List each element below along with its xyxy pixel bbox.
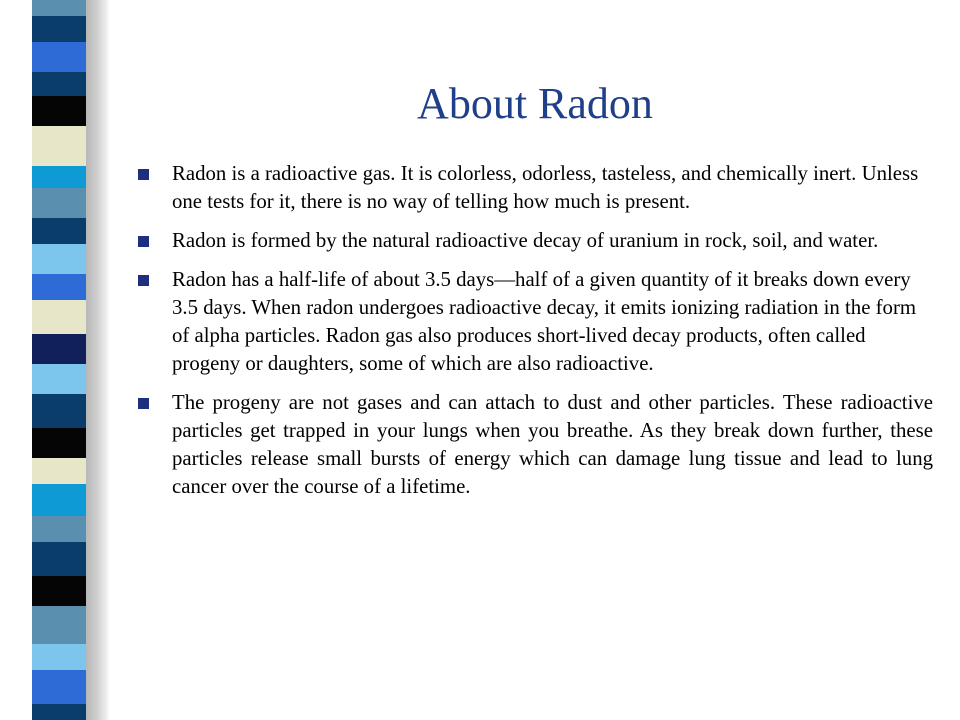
stripe-shadow: [86, 0, 110, 720]
stripe-block: [32, 300, 86, 334]
stripe-block: [32, 542, 86, 576]
slide-title: About Radon: [417, 79, 653, 128]
stripe-block: [32, 72, 86, 96]
stripe-block: [32, 704, 86, 720]
stripe-block: [32, 458, 86, 484]
stripe-color-blocks: [32, 0, 86, 720]
stripe-block: [32, 670, 86, 704]
bullet-text: The progeny are not gases and can attach to dust and other particles. These radioactive particles get trapped in your lungs when you breathe. As they break down further, these particles release small bursts of energy which can damage lung tissue and lead to lung cancer over the course of a lifetime.: [172, 391, 933, 498]
stripe-block: [32, 274, 86, 300]
bullet-item: [138, 389, 933, 501]
stripe-block: [32, 576, 86, 606]
decorative-stripe: [0, 0, 110, 720]
square-bullet-icon: [138, 275, 149, 286]
stripe-block: [32, 364, 86, 394]
stripe-block: [32, 218, 86, 244]
stripe-block: [32, 126, 86, 166]
bullet-text: Radon is formed by the natural radioactive decay of uranium in rock, soil, and water.: [172, 229, 879, 252]
bullet-text: Radon is a radioactive gas. It is colorless, odorless, tasteless, and chemically inert. Unless one tests for it, there is no way of telling how much is present.: [172, 162, 919, 213]
stripe-block: [32, 394, 86, 428]
stripe-block: [32, 0, 86, 16]
stripe-block: [32, 42, 86, 72]
stripe-block: [32, 166, 86, 188]
stripe-block: [32, 516, 86, 542]
bullet-text: Radon has a half-life of about 3.5 days—half of a given quantity of it breaks down every 3.5 days. When radon undergoes radioactive decay, it emits ionizing radiation in the form of alpha particles. Radon gas also produces short-lived decay products, often called progeny or daughters, some of which are also radioactive.: [172, 268, 917, 375]
bullet-list: [138, 160, 933, 512]
stripe-block: [32, 16, 86, 42]
stripe-block: [32, 484, 86, 516]
square-bullet-icon: [138, 398, 149, 409]
square-bullet-icon: [138, 169, 149, 180]
stripe-block: [32, 244, 86, 274]
stripe-block: [32, 606, 86, 644]
bullet-item: [138, 227, 933, 255]
stripe-block: [32, 428, 86, 458]
stripe-block: [32, 334, 86, 364]
bullet-item: [138, 266, 933, 378]
stripe-block: [32, 96, 86, 126]
stripe-block: [32, 644, 86, 670]
stripe-block: [32, 188, 86, 218]
square-bullet-icon: [138, 236, 149, 247]
bullet-item: [138, 160, 933, 216]
